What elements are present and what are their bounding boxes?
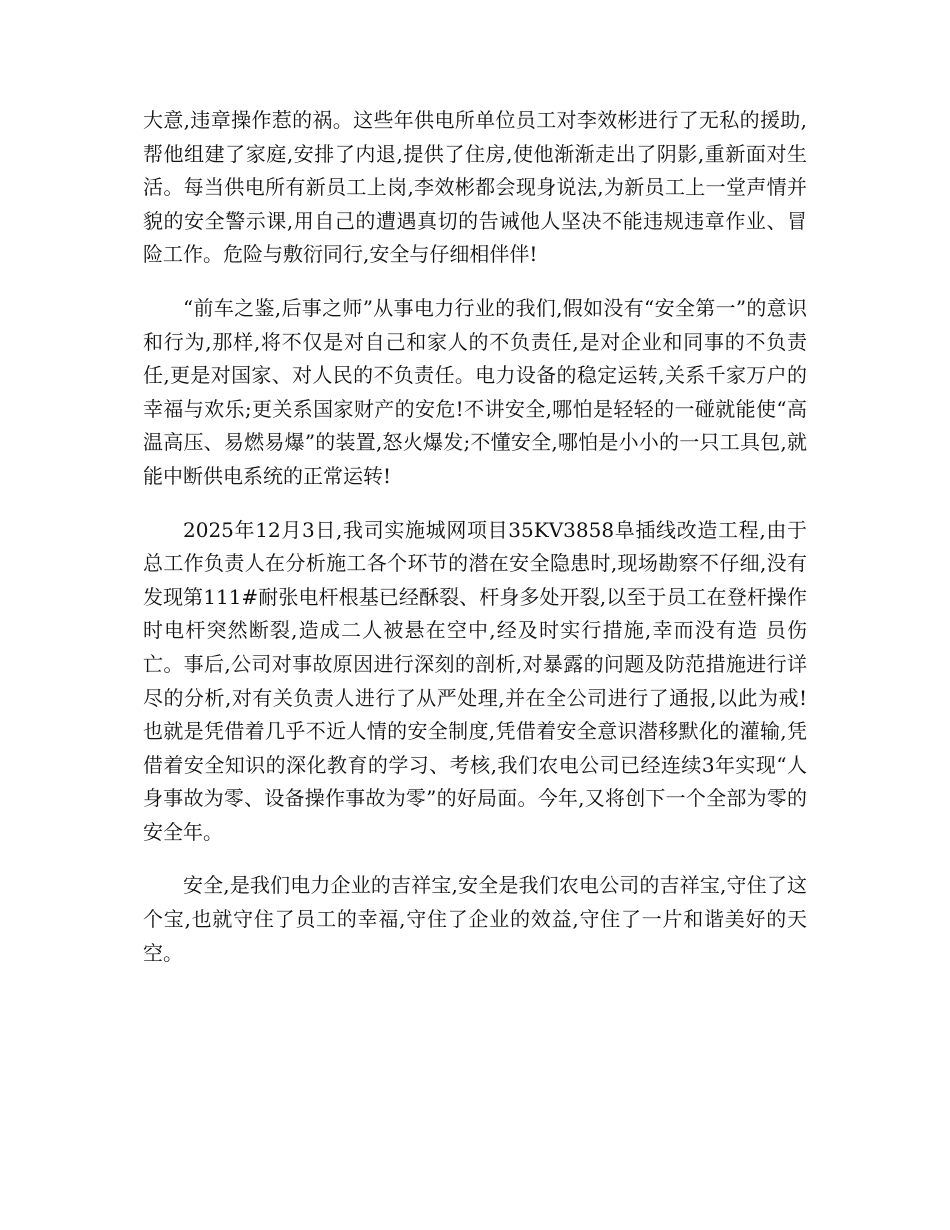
document-page	[143, 104, 807, 990]
paragraph-continued: 大意,违章操作惹的祸。这些年供电所单位员工对李效彬进行了无私的援助,帮他组建了家庭,安排了内退,提供了住房,使他渐渐走出了阴影,重新面对生活。每当供电所有新员工上岗,李效彬都会现身说法,为新员工上一堂声情并貌的安全警示课,用自己的遭遇真切的告诫他人坚决不能违规违章作业、冒险工作。危险与敷衍同行,安全与仔细相伴伴!	[143, 108, 807, 267]
paragraph-conclusion: 安全,是我们电力企业的吉祥宝,安全是我们农电公司的吉祥宝,守住了这个宝,也就守住了员工的幸福,守住了企业的效益,守住了一片和谐美好的天空。	[143, 873, 807, 965]
paragraph-lesson: “前车之鉴,后事之师”从事电力行业的我们,假如没有“安全第一”的意识和行为,那样,将不仅是对自己和家人的不负责任,是对企业和同事的不负责任,更是对国家、对人民的不负责任。电力设备的稳定运转,关系千家万户的幸福与欢乐;更关系国家财产的安危!不讲安全,哪怕是轻轻的一碰就能使“高温高压、易燃易爆”的装置,怒火爆发;不懂安全,哪怕是小小的一只工具包,就能中断供电系统的正常运转!	[143, 295, 807, 488]
paragraph-incident: 2025年12月3日,我司实施城网项目35KV3858阜插线改造工程,由于总工作负责人在分析施工各个环节的潜在安全隐患时,现场勘察不仔细,没有发现第111#耐张电杆根基已经酥裂、杆身多处开裂,以至于员工在登杆操作时电杆突然断裂,造成二人被悬在空中,经及时实行措施,幸而没有造 员伤亡。事后,公司对事故原因进行深刻的剖析,对暴露的问题及防范措施进行详尽的分析,对有关负责人进行了从严处理,并在全公司进行了通报,以此为戒!也就是凭借着几乎不近人情的安全制度,凭借着安全意识潜移默化的灌输,凭借着安全知识的深化教育的学习、考核,我们农电公司已经连续3年实现“人身事故为零、设备操作事故为零”的好局面。今年,又将创下一个全部为零的安全年。	[143, 517, 807, 844]
